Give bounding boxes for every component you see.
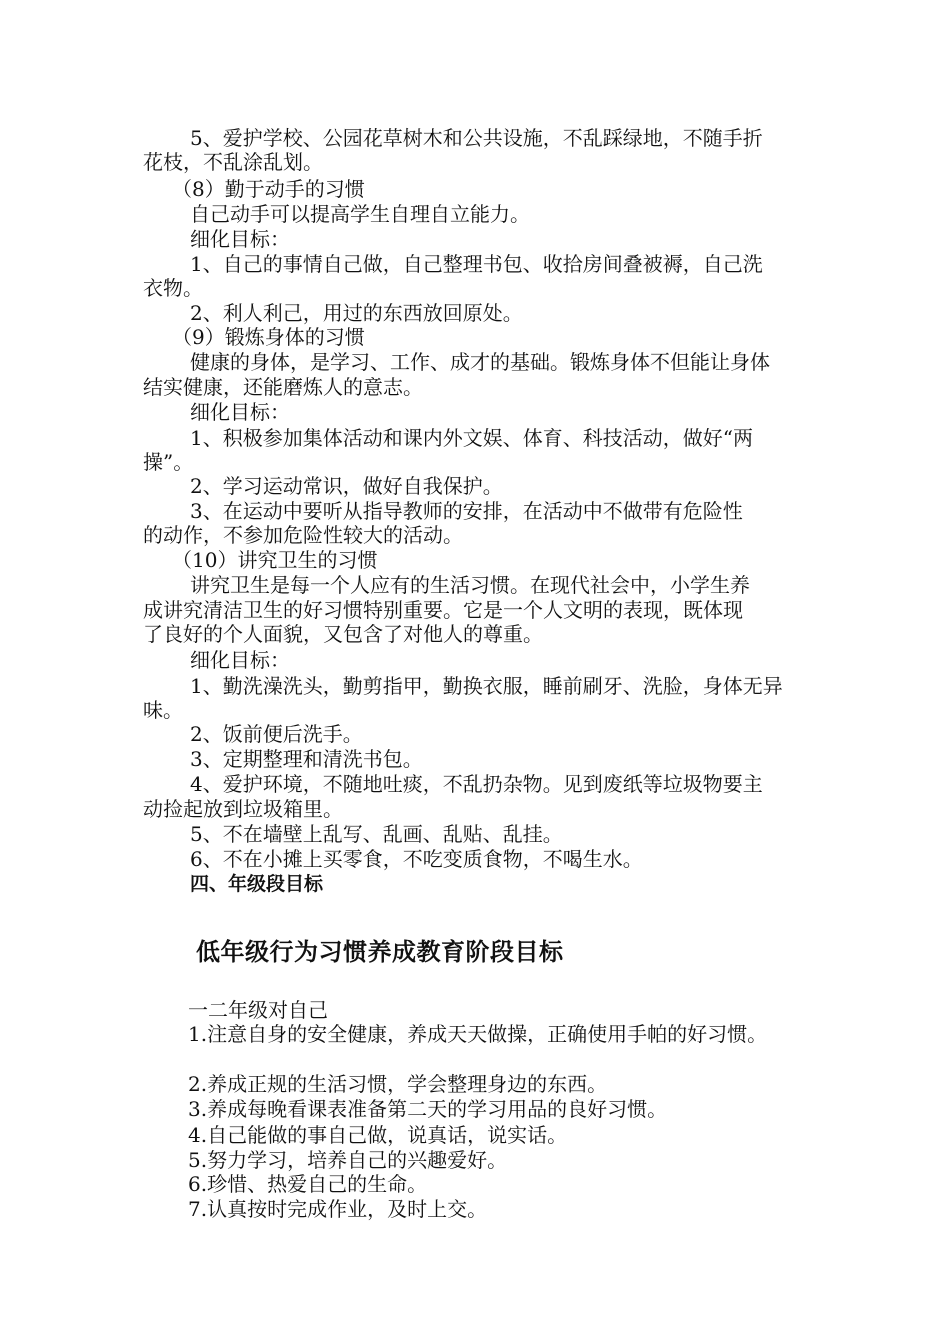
paragraph-line: 动捡起放到垃圾箱里。 xyxy=(143,797,343,821)
paragraph-line: 细化目标： xyxy=(190,648,290,672)
paragraph-line: 操”。 xyxy=(143,450,194,474)
paragraph-line: 细化目标： xyxy=(190,400,290,424)
paragraph-line: 2、饭前便后洗手。 xyxy=(190,722,363,746)
paragraph-line: 6、不在小摊上买零食，不吃变质食物，不喝生水。 xyxy=(190,847,643,871)
paragraph-line: 花枝，不乱涂乱划。 xyxy=(143,150,323,174)
paragraph-line: 2、利人利己，用过的东西放回原处。 xyxy=(190,301,523,325)
list-item: 6.珍惜、热爱自己的生命。 xyxy=(188,1172,428,1196)
paragraph-line: 5、爱护学校、公园花草树木和公共设施，不乱踩绿地，不随手折 xyxy=(190,126,763,150)
paragraph-line: 1、积极参加集体活动和课内外文娱、体育、科技活动，做好“两 xyxy=(190,426,753,450)
paragraph-line: 味。 xyxy=(143,698,183,722)
list-item: 4.自己能做的事自己做，说真话，说实话。 xyxy=(188,1123,568,1147)
subsection-heading: （9）锻炼身体的习惯 xyxy=(172,325,365,349)
list-item: 1.注意自身的安全健康，养成天天做操，正确使用手帕的好习惯。 xyxy=(188,1022,768,1046)
paragraph-line: 健康的身体，是学习、工作、成才的基础。锻炼身体不但能让身体 xyxy=(190,350,770,374)
document-title: 低年级行为习惯养成教育阶段目标 xyxy=(196,938,564,966)
list-item: 7.认真按时完成作业，及时上交。 xyxy=(188,1197,488,1221)
paragraph-line: 了良好的个人面貌，又包含了对他人的尊重。 xyxy=(143,622,543,646)
paragraph-line: 2、学习运动常识，做好自我保护。 xyxy=(190,474,503,498)
paragraph-line: 衣物。 xyxy=(143,276,203,300)
paragraph-line: 1、勤洗澡洗头，勤剪指甲，勤换衣服，睡前刷牙、洗脸，身体无异 xyxy=(190,674,783,698)
list-item: 3.养成每晚看课表准备第二天的学习用品的良好习惯。 xyxy=(188,1097,668,1121)
list-item: 2.养成正规的生活习惯，学会整理身边的东西。 xyxy=(188,1072,608,1096)
list-heading: 一二年级对自己 xyxy=(188,998,328,1022)
paragraph-line: 细化目标： xyxy=(190,227,290,251)
section-heading: 四、年级段目标 xyxy=(190,873,324,895)
paragraph-line: 讲究卫生是每一个人应有的生活习惯。在现代社会中，小学生养 xyxy=(190,573,750,597)
paragraph-line: 的动作，不参加危险性较大的活动。 xyxy=(143,523,463,547)
paragraph-line: 3、在运动中要听从指导教师的安排，在活动中不做带有危险性 xyxy=(190,499,743,523)
paragraph-line: 4、爱护环境，不随地吐痰，不乱扔杂物。见到废纸等垃圾物要主 xyxy=(190,772,763,796)
subsection-heading: （8）勤于动手的习惯 xyxy=(172,177,365,201)
paragraph-line: 自己动手可以提高学生自理自立能力。 xyxy=(190,202,530,226)
paragraph-line: 5、不在墙壁上乱写、乱画、乱贴、乱挂。 xyxy=(190,822,563,846)
paragraph-line: 成讲究清洁卫生的好习惯特别重要。它是一个人文明的表现，既体现 xyxy=(143,598,743,622)
paragraph-line: 1、自己的事情自己做，自己整理书包、收拾房间叠被褥，自己洗 xyxy=(190,252,763,276)
list-item: 5.努力学习，培养自己的兴趣爱好。 xyxy=(188,1148,508,1172)
paragraph-line: 3、定期整理和清洗书包。 xyxy=(190,747,423,771)
subsection-heading: （10）讲究卫生的习惯 xyxy=(172,548,378,572)
paragraph-line: 结实健康，还能磨炼人的意志。 xyxy=(143,375,423,399)
